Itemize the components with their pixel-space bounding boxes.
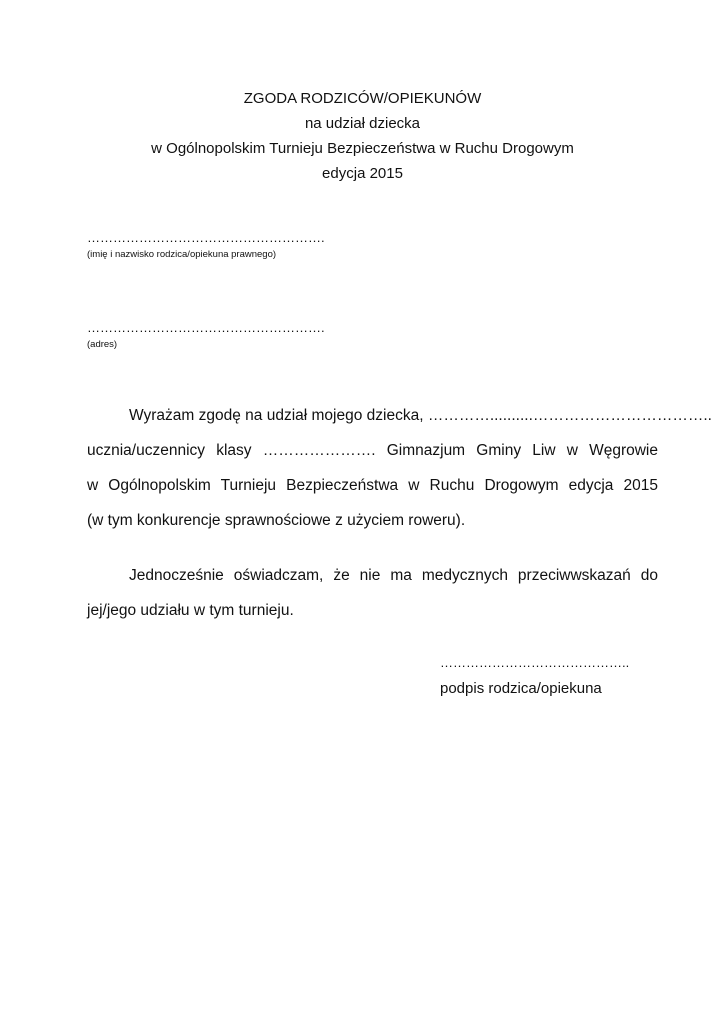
document-header [0,86,725,186]
parent-name-blank: ………………………………………………. [87,230,325,245]
consent-line: Wyrażam zgodę na udział mojego dziecka, …………..........…………………………….. [129,407,712,424]
signature-blank: …………………………………….. [440,655,630,670]
consent-line: (w tym konkurencje sprawnościowe z użyciem roweru). [87,512,466,529]
parent-name-field [87,230,325,262]
declaration-line: jej/jego udziału w tym turnieju. [87,602,294,619]
declaration-line: Jednocześnie oświadczam, że nie ma medycznych przeciwwskazań do [129,567,658,584]
declaration-paragraph [87,558,658,628]
address-caption: (adres) [87,339,118,350]
address-blank: ………………………………………………. [87,320,325,335]
signature-label: podpis rodzica/opiekuna [440,680,602,697]
document-title: ZGODA RODZICÓW/OPIEKUNÓW [243,90,482,107]
consent-paragraph [87,398,712,538]
consent-line: w Ogólnopolskim Turnieju Bezpieczeństwa w Ruchu Drogowym edycja 2015 [87,477,658,494]
address-field [87,320,325,352]
tournament-name: w Ogólnopolskim Turnieju Bezpieczeństwa w Ruchu Drogowym [151,140,574,157]
parent-name-caption: (imię i nazwisko rodzica/opiekuna prawnego) [87,249,277,260]
edition-label: edycja 2015 [322,165,403,182]
document-subtitle: na udział dziecka [304,115,421,132]
signature-block [440,650,629,702]
consent-line: ucznia/uczennicy klasy …………………. Gimnazjum Gminy Liw w Węgrowie [87,442,658,459]
